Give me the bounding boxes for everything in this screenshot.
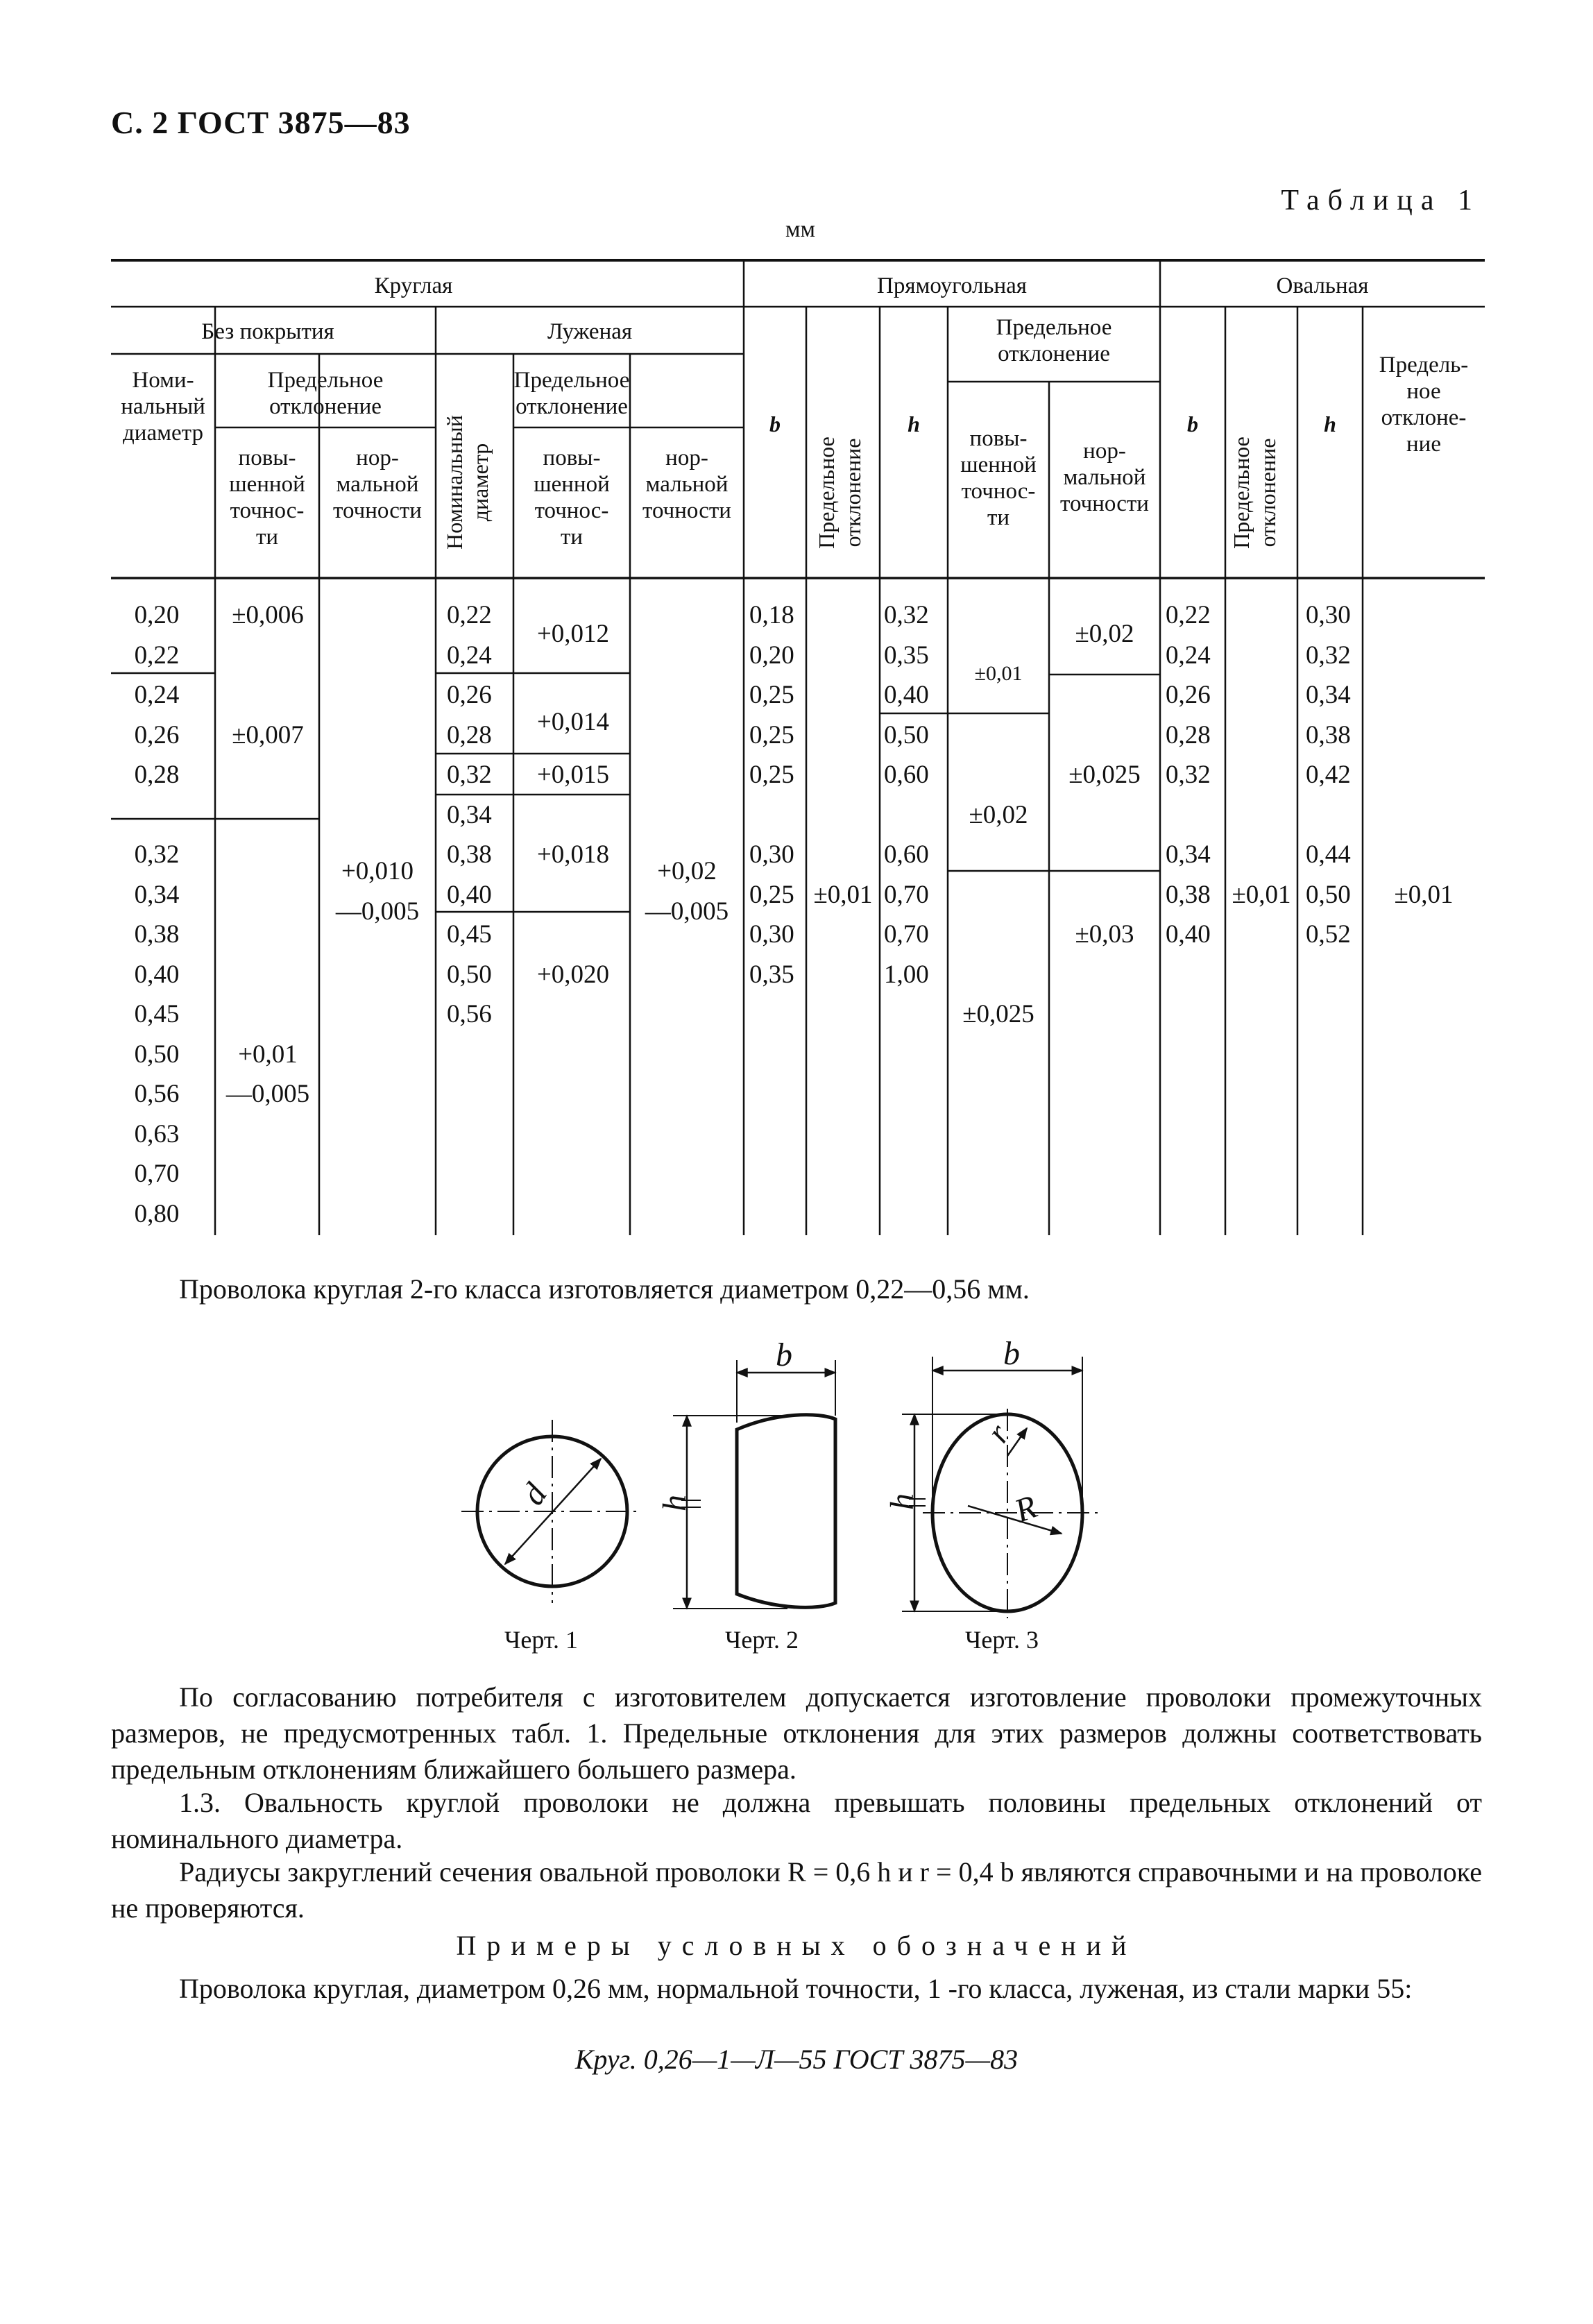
table-label: Таблица 1 (1281, 185, 1481, 217)
paragraph-radii: Радиусы закруглений сечения овальной проволоки R = 0,6 h и r = 0,4 b являются справочными и на проволоке не проверяются. (111, 1856, 1482, 1924)
label-h-rect: h (656, 1495, 693, 1511)
oval-b-cell: 0,34 (1166, 840, 1211, 869)
rect-b-cell: 0,25 (749, 881, 794, 909)
nominal-cell: 0,34 (134, 881, 180, 909)
header-rect-b: b (769, 412, 781, 436)
table-unit: мм (785, 217, 816, 242)
rect-h-cell: 0,50 (884, 721, 929, 749)
header-bare-inc-4: ти (255, 525, 279, 550)
bare-inc-cell: +0,01 (238, 1040, 298, 1069)
tin-nominal-cell: 0,45 (447, 920, 492, 949)
rect-inc-cell: ±0,02 (969, 801, 1028, 829)
tin-nominal-cell: 0,32 (447, 761, 492, 789)
nominal-cell: 0,38 (134, 920, 180, 949)
oval-b-cell: 0,24 (1166, 641, 1211, 670)
header-tin-inc-4: ти (560, 525, 583, 550)
header-oval-dev-1: Предель- (1379, 353, 1469, 378)
bare-norm-cell: —0,005 (335, 897, 420, 926)
examples-heading: Примеры условных обозначений (456, 1930, 1137, 1961)
header-rect-inc-3: точнос- (961, 479, 1036, 504)
drawing-round (461, 1420, 642, 1603)
nominal-cell: 0,56 (134, 1080, 180, 1108)
header-tin-nom-2: диаметр (468, 443, 493, 522)
rect-h-cell: 0,70 (884, 920, 929, 949)
oval-b-cell: 0,28 (1166, 721, 1211, 749)
label-b-rect: b (776, 1337, 792, 1373)
header-oval-dev-3: отклоне- (1381, 405, 1467, 430)
header-nominal-3: диаметр (123, 421, 203, 446)
header-rect: Прямоугольная (877, 273, 1027, 298)
nominal-cell: 0,20 (134, 601, 180, 629)
header-tinned: Луженая (547, 319, 633, 344)
rect-norm-cell: ±0,025 (1068, 761, 1141, 789)
header-oval-bdev-1: Предельное (1229, 436, 1254, 549)
oval-bdev-cell: ±0,01 (1232, 881, 1291, 909)
tin-nominal-cell: 0,26 (447, 681, 492, 709)
header-tin-dev-1: Предельное (513, 368, 630, 393)
header-rect-h: h (908, 412, 920, 436)
header-oval-dev-4: ние (1406, 432, 1441, 457)
header-round: Круглая (374, 273, 453, 298)
header-tin-inc-2: шенной (534, 472, 610, 497)
nominal-cell: 0,22 (134, 641, 180, 670)
tin-norm-cell: +0,02 (657, 857, 717, 885)
nominal-cell: 0,45 (134, 1000, 180, 1028)
header-rect-inc-2: шенной (960, 452, 1037, 477)
rect-b-cell: 0,20 (749, 641, 794, 670)
tin-nominal-cell: 0,56 (447, 1000, 492, 1028)
header-oval-h: h (1324, 412, 1336, 436)
header-tin-inc-3: точнос- (534, 498, 609, 523)
header-tin-norm-3: точности (642, 498, 731, 523)
label-b-oval: b (1003, 1335, 1020, 1372)
header-tin-norm-1: нор- (665, 446, 708, 470)
tin-inc-cell: +0,014 (536, 708, 610, 736)
drawing-rect (673, 1360, 835, 1609)
rect-h-cell: 0,32 (884, 601, 929, 629)
header-oval-dev-2: ное (1406, 379, 1441, 404)
oval-h-cell: 0,52 (1306, 920, 1351, 949)
bare-inc-cell: ±0,007 (232, 721, 304, 749)
oval-h-cell: 0,34 (1306, 681, 1351, 709)
rect-b-cell: 0,35 (749, 960, 794, 989)
header-bare-inc-3: точнос- (230, 498, 305, 523)
tin-inc-cell: +0,015 (536, 761, 610, 789)
rect-h-cell: 0,35 (884, 641, 929, 670)
nominal-cell: 0,28 (134, 761, 180, 789)
header-tin-norm-2: мальной (645, 472, 729, 497)
header-bare-inc-2: шенной (229, 472, 305, 497)
header-rect-bdev-2: отклонение (840, 438, 865, 548)
oval-h-cell: 0,42 (1306, 761, 1351, 789)
oval-b-cell: 0,40 (1166, 920, 1211, 949)
caption-drawing-3: Черт. 3 (965, 1626, 1039, 1654)
tin-nominal-cell: 0,34 (447, 801, 492, 829)
header-bare-norm-1: нор- (356, 446, 399, 470)
header-rect-dev-2: отклонение (998, 341, 1110, 366)
header-bare-dev-2: отклонение (269, 394, 382, 419)
label-r: r (979, 1417, 1017, 1450)
example-designation: Круг. 0,26—1—Л—55 ГОСТ 3875—83 (574, 2044, 1019, 2075)
rect-bdev-cell: ±0,01 (813, 881, 873, 909)
tin-nominal-cell: 0,50 (447, 960, 492, 989)
rect-h-cell: 0,70 (884, 881, 929, 909)
label-d: d (514, 1477, 554, 1512)
rect-h-cell: 1,00 (884, 960, 929, 989)
header-oval-bdev-2: отклонение (1255, 438, 1280, 548)
oval-b-cell: 0,32 (1166, 761, 1211, 789)
caption-drawing-2: Черт. 2 (725, 1626, 799, 1654)
label-h-oval: h (884, 1493, 921, 1510)
oval-b-cell: 0,26 (1166, 681, 1211, 709)
paragraph-intermediate-sizes: По согласованию потребителя с изготовителем допускается изготовление проволоки промежуточных размеров, не предусмотренных табл. 1. Предельные отклонения для этих размеров должны соответствовать предельным отклонениям ближайшего большего размера. (111, 1681, 1482, 1785)
header-nominal-1: Номи- (132, 368, 194, 393)
oval-b-cell: 0,22 (1166, 601, 1211, 629)
header-rect-norm-1: нор- (1083, 439, 1126, 464)
example-text: Проволока круглая, диаметром 0,26 мм, нормальной точности, 1 -го класса, луженая, из стали марки 55: (179, 1973, 1413, 2004)
tin-inc-cell: +0,018 (536, 840, 610, 869)
tin-nominal-cell: 0,22 (447, 601, 492, 629)
bare-norm-cell: +0,010 (341, 857, 414, 885)
header-rect-inc-1: повы- (969, 426, 1028, 451)
header-rect-norm-3: точности (1060, 491, 1149, 516)
oval-h-cell: 0,50 (1306, 881, 1351, 909)
tin-nominal-cell: 0,38 (447, 840, 492, 869)
rect-b-cell: 0,25 (749, 681, 794, 709)
header-oval-b: b (1187, 412, 1198, 436)
drawing-oval (902, 1357, 1098, 1618)
header-nominal-2: нальный (121, 394, 205, 419)
bare-inc-cell: ±0,006 (232, 601, 304, 629)
rect-inc-cell: ±0,025 (962, 1000, 1034, 1028)
header-tin-inc-1: повы- (543, 446, 601, 470)
nominal-cell: 0,80 (134, 1200, 180, 1228)
header-rect-norm-2: мальной (1063, 465, 1146, 490)
page-header: С. 2 ГОСТ 3875—83 (111, 105, 411, 140)
nominal-cell: 0,24 (134, 681, 180, 709)
label-R: R (1010, 1488, 1042, 1530)
header-rect-dev-1: Предельное (996, 315, 1112, 340)
oval-h-cell: 0,30 (1306, 601, 1351, 629)
rect-b-cell: 0,18 (749, 601, 794, 629)
tin-nominal-cell: 0,28 (447, 721, 492, 749)
caption-drawing-1: Черт. 1 (504, 1626, 578, 1654)
rect-h-cell: 0,60 (884, 761, 929, 789)
rect-inc-cell: ±0,01 (974, 662, 1023, 685)
header-bare: Без покрытия (201, 319, 334, 344)
oval-h-cell: 0,44 (1306, 840, 1351, 869)
oval-dev-cell: ±0,01 (1394, 881, 1454, 909)
bare-inc-cell: —0,005 (225, 1080, 310, 1108)
rect-b-cell: 0,25 (749, 721, 794, 749)
tin-nominal-cell: 0,24 (447, 641, 492, 670)
oval-h-cell: 0,32 (1306, 641, 1351, 670)
header-bare-norm-2: мальной (336, 472, 419, 497)
rect-b-cell: 0,30 (749, 840, 794, 869)
tin-inc-cell: +0,020 (536, 960, 610, 989)
nominal-cell: 0,32 (134, 840, 180, 869)
nominal-cell: 0,63 (134, 1120, 180, 1148)
header-tin-nom-1: Номинальный (442, 415, 467, 550)
oval-b-cell: 0,38 (1166, 881, 1211, 909)
nominal-cell: 0,70 (134, 1160, 180, 1188)
paragraph-ovality: 1.3. Овальность круглой проволоки не должна превышать половины предельных отклонений от номинального диаметра. (111, 1787, 1482, 1854)
header-bare-norm-3: точности (333, 498, 422, 523)
header-rect-inc-4: ти (987, 505, 1010, 530)
header-bare-dev-1: Предельное (267, 368, 384, 393)
note-class2: Проволока круглая 2-го класса изготовляется диаметром 0,22—0,56 мм. (179, 1273, 1030, 1305)
oval-h-cell: 0,38 (1306, 721, 1351, 749)
header-rect-bdev-1: Предельное (814, 436, 839, 549)
nominal-cell: 0,40 (134, 960, 180, 989)
rect-h-cell: 0,40 (884, 681, 929, 709)
nominal-cell: 0,26 (134, 721, 180, 749)
rect-b-cell: 0,30 (749, 920, 794, 949)
header-bare-inc-1: повы- (238, 446, 296, 470)
tin-inc-cell: +0,012 (536, 620, 610, 648)
cross-section-drawings (0, 1318, 1593, 1679)
header-tin-dev-2: отклонение (516, 394, 628, 419)
tin-norm-cell: —0,005 (645, 897, 729, 926)
header-oval: Овальная (1276, 273, 1369, 298)
rect-h-cell: 0,60 (884, 840, 929, 869)
rect-b-cell: 0,25 (749, 761, 794, 789)
tin-nominal-cell: 0,40 (447, 881, 492, 909)
rect-norm-cell: ±0,03 (1075, 920, 1134, 949)
rect-norm-cell: ±0,02 (1075, 620, 1134, 648)
nominal-cell: 0,50 (134, 1040, 180, 1069)
